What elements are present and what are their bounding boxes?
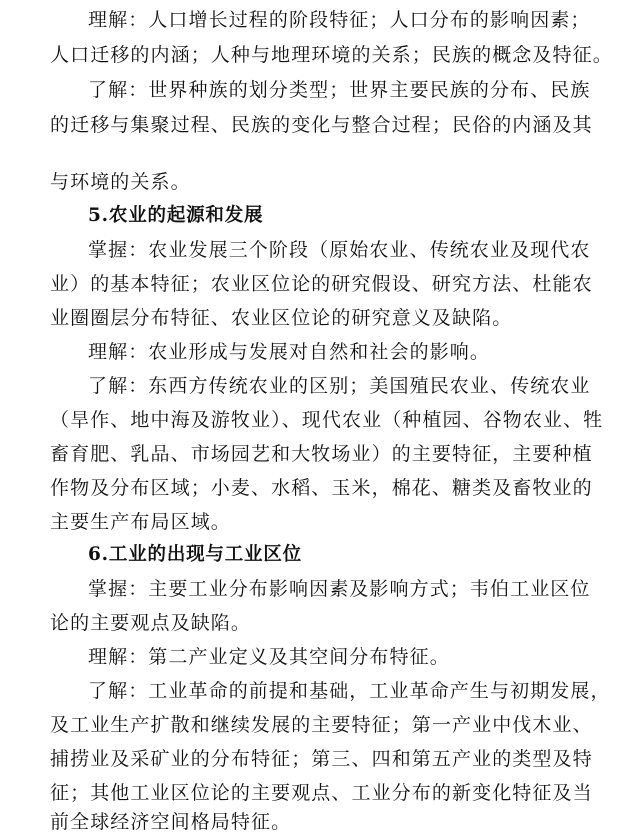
paragraph-know-agriculture-line-3: 畜育肥、乳品、市场园艺和大牧场业）的主要特征，主要种植 [50, 443, 593, 465]
paragraph-know-industry-line-3: 捕捞业及采矿业的分布特征；第三、四和第五产业的类型及特 [50, 748, 593, 770]
paragraph-know-industry-line-5: 前全球经济空间格局特征。 [50, 811, 292, 833]
paragraph-know-agriculture-line-1: 了解：东西方传统农业的区别；美国殖民农业、传统农业 [88, 375, 591, 397]
paragraph-master-agriculture-line-1: 掌握：农业发展三个阶段（原始农业、传统农业及现代农 [88, 239, 591, 261]
paragraph-understand-population-line-2: 人口迁移的内涵；人种与地理环境的关系；民族的概念及特征。 [50, 44, 613, 66]
paragraph-know-agriculture-line-5: 主要生产布局区域。 [50, 511, 231, 533]
paragraph-master-agriculture-line-2: 业）的基本特征；农业区位论的研究假设、研究方法、杜能农 [50, 273, 593, 295]
paragraph-know-race-line-3: 与环境的关系。 [50, 171, 191, 193]
section-heading-agriculture: 5.农业的起源和发展 [88, 205, 264, 226]
paragraph-understand-agriculture: 理解：农业形成与发展对自然和社会的影响。 [88, 341, 491, 363]
paragraph-master-agriculture-line-3: 业圈圈层分布特征、农业区位论的研究意义及缺陷。 [50, 307, 513, 329]
paragraph-know-race-line-2: 的迁移与集聚过程、民族的变化与整合过程；民俗的内涵及其 [50, 114, 593, 136]
paragraph-master-industry-line-2: 论的主要观点及缺陷。 [50, 612, 252, 634]
paragraph-know-industry-line-2: 及工业生产扩散和继续发展的主要特征；第一产业中伐木业、 [50, 714, 593, 736]
paragraph-master-industry-line-1: 掌握：主要工业分布影响因素及影响方式；韦伯工业区位 [88, 578, 591, 600]
paragraph-know-industry-line-1: 了解：工业革命的前提和基础，工业革命产生与初期发展， [88, 680, 611, 702]
paragraph-know-race-line-1: 了解：世界种族的划分类型；世界主要民族的分布、民族 [88, 79, 591, 101]
paragraph-understand-population-line-1: 理解：人口增长过程的阶段特征；人口分布的影响因素； [88, 9, 591, 31]
paragraph-know-agriculture-line-4: 作物及分布区域；小麦、水稻、玉米，棉花、糖类及畜牧业的 [50, 477, 593, 499]
section-heading-industry: 6.工业的出现与工业区位 [88, 544, 302, 565]
paragraph-know-industry-line-4: 征；其他工业区位论的主要观点、工业分布的新变化特征及当 [50, 782, 593, 804]
paragraph-understand-industry: 理解：第二产业定义及其空间分布特征。 [88, 646, 450, 668]
paragraph-know-agriculture-line-2: （旱作、地中海及游牧业）、现代农业（种植园、谷物农业、牲 [50, 409, 604, 431]
